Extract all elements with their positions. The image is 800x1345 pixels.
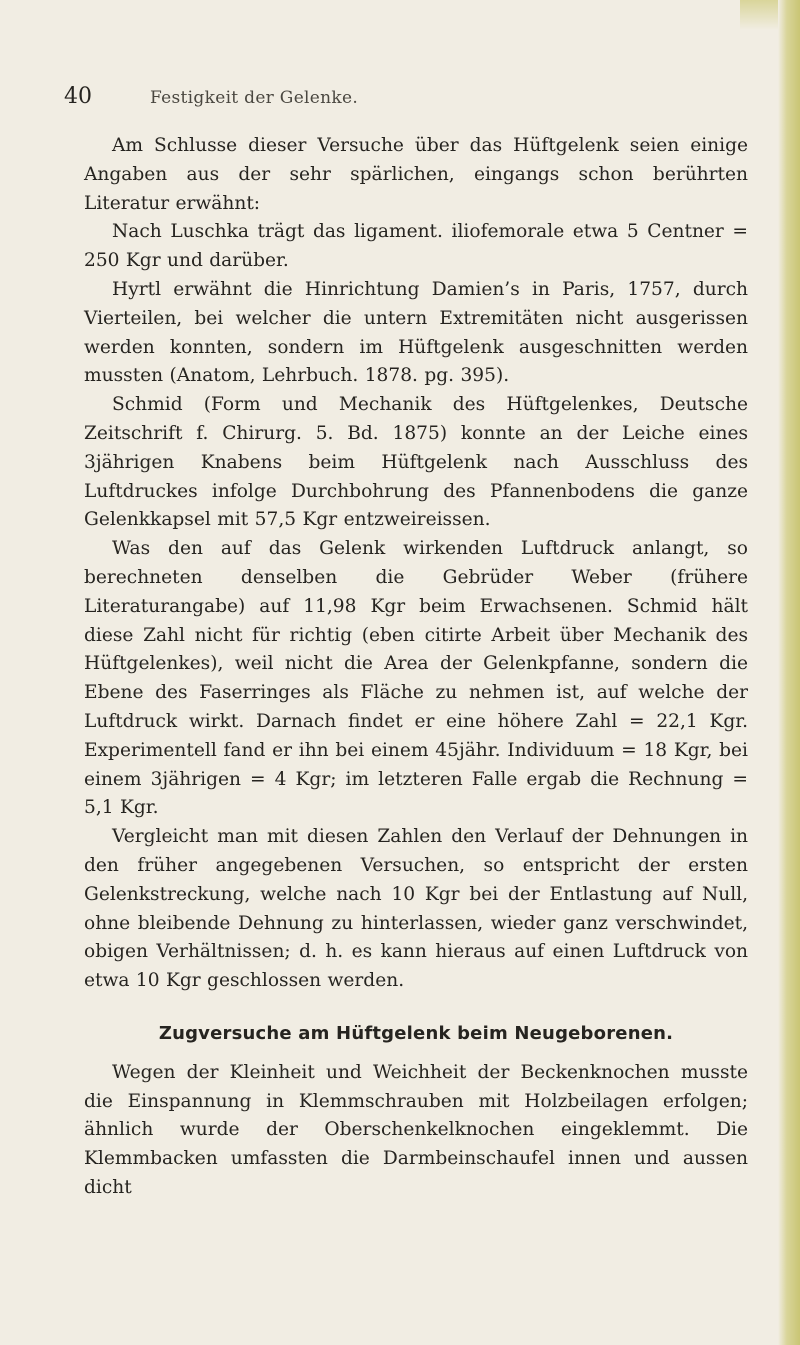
paragraph-vergleich: Vergleicht man mit diesen Zahlen den Verlauf der Dehnungen in den früher angegebenen Versuchen, so entspricht der ersten Gelenkstreckung, welche nach 10 Kgr bei der Entlastung auf Null, ohne bleibende Dehnung zu hinterlassen, wieder ganz verschwindet, obigen Verhältnissen; d. h. es kann hieraus auf einen Luftdruck von etwa 10 Kgr geschlossen werden.: [84, 826, 748, 992]
page-header: [64, 84, 744, 114]
paragraph-intro: Am Schlusse dieser Versuche über das Hüftgelenk seien einige Angaben aus der sehr spärlichen, eingangs schon berührten Literatur erwähnt:: [84, 135, 748, 214]
paragraph-luftdruck: Was den auf das Gelenk wirkenden Luftdruck anlangt, so berechneten denselben die Gebrüder Weber (frühere Literaturangabe) auf 11,98 Kgr beim Erwachsenen. Schmid hält diese Zahl nicht für richtig (eben citirte Arbeit über Mechanik des Hüftgelenkes), weil nicht die Area der Gelenkpfanne, sondern die Ebene des Faserringes als Fläche zu nehmen ist, auf welche der Luftdruck wirkt. Darnach findet er eine höhere Zahl = 22,1 Kgr. Experimentell fand er ihn bei einem 45jähr. Individuum = 18 Kgr, bei einem 3jährigen = 4 Kgr; im letzteren Falle ergab die Rechnung = 5,1 Kgr.: [84, 538, 748, 819]
section-heading: Zugversuche am Hüftgelenk beim Neugeborenen.: [158, 1022, 674, 1044]
paragraph-hyrtl: Hyrtl erwähnt die Hinrichtung Damien’s in Paris, 1757, durch Vierteilen, bei welcher die untern Extremitäten nicht ausgerissen werden konnten, sondern im Hüftgelenk ausgeschnitten werden mussten (Anatom, Lehrbuch. 1878. pg. 395).: [84, 278, 748, 387]
paragraph-einspannung: Wegen der Kleinheit und Weichheit der Beckenknochen musste die Einspannung in Klemmschrauben mit Holzbeilagen erfolgen; ähnlich wurde der Oberschenkelknochen eingeklemmt. Die Klemmbacken umfassten die Darmbeinschaufel innen und aussen dicht: [84, 1061, 748, 1198]
page-edge-shadow: [778, 0, 800, 1345]
paragraph-luschka: Nach Luschka trägt das ligament. iliofemorale etwa 5 Centner = 250 Kgr und darüber.: [84, 221, 748, 272]
running-head: Festigkeit der Gelenke.: [150, 88, 359, 108]
page-body: [84, 132, 748, 1203]
paragraph-schmid: Schmid (Form und Mechanik des Hüftgelenkes, Deutsche Zeitschrift f. Chirurg. 5. Bd. 1875) konnte an der Leiche eines 3jährigen Knabens beim Hüftgelenk nach Ausschluss des Luftdruckes infolge Durchbohrung des Pfannenbodens die ganze Gelenkkapsel mit 57,5 Kgr entzweireissen.: [84, 394, 748, 531]
section-gap: [84, 996, 748, 1020]
page-number: 40: [64, 84, 92, 109]
